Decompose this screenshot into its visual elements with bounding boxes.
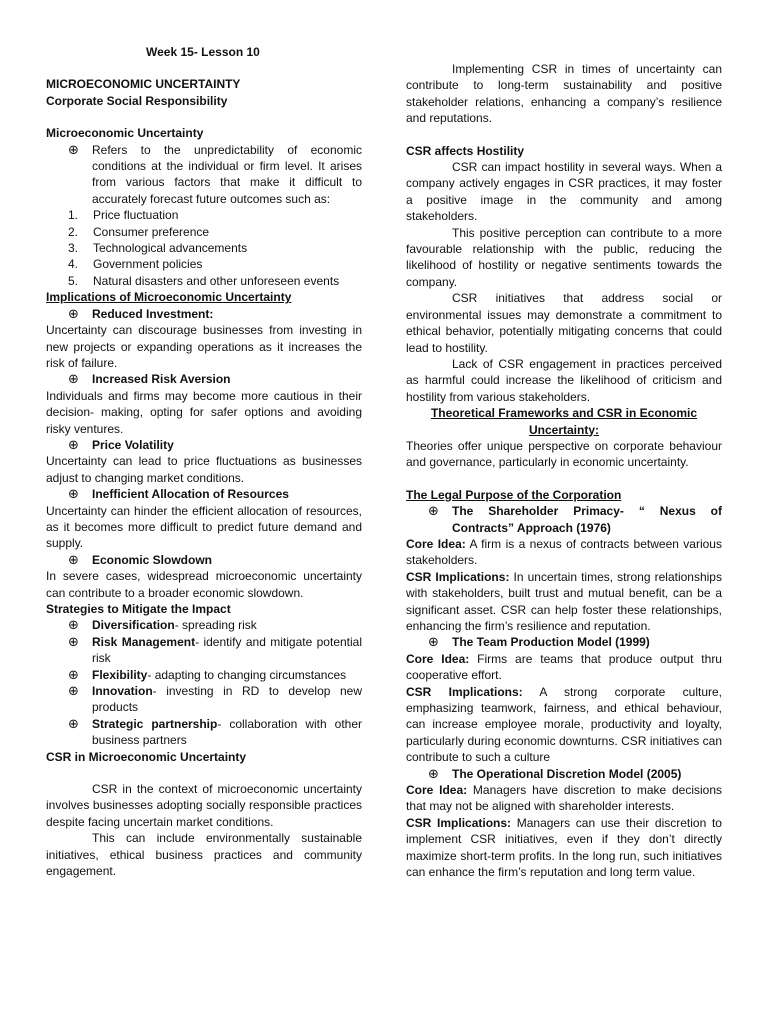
- bullet-heading: [406, 766, 722, 782]
- circled-plus-icon: ⊕: [428, 765, 439, 781]
- circled-plus-icon: ⊕: [68, 305, 79, 321]
- strategy-name: Diversification: [92, 618, 175, 633]
- paragraph: Individuals and firms may become more cautious in their decision- making, opting for safer options and avoiding risky ventures.: [46, 388, 362, 436]
- section-heading-hostility: CSR affects Hostility: [406, 143, 525, 158]
- paragraph: [406, 684, 722, 766]
- list-number: 4.: [68, 257, 79, 272]
- label: Core Idea:: [406, 651, 470, 666]
- list-text: Technological advancements: [93, 241, 248, 256]
- strategy-name: Strategic partnership: [92, 716, 218, 731]
- text: Firms are teams that produce output thru cooperative effort.: [406, 651, 722, 683]
- bullet-heading: [46, 306, 362, 322]
- text: A strong corporate culture, emphasizing teamwork, fairness, and ethical behaviour, can increase employee morale, productivity and loyalty, particularly during economic downturns. CSR initiatives can contribute to such a culture: [406, 684, 722, 765]
- bullet-heading-text: Increased Risk Aversion: [92, 372, 231, 387]
- paragraph: This can include environmentally sustainable initiatives, ethical business practices and community engagement.: [46, 831, 362, 879]
- paragraph: [406, 651, 722, 684]
- circled-plus-icon: ⊕: [68, 551, 79, 567]
- list-number: 1.: [68, 208, 79, 223]
- micro-definition: Refers to the unpredictability of economic conditions at the individual or firm level. It arises from various factors that make it difficult to accurately forecast future outcomes such as:: [92, 142, 362, 206]
- paragraph: Implementing CSR in times of uncertainty can contribute to long-term sustainability and positive stakeholder relations, enhancing a company’s resilience and reputations.: [406, 62, 722, 126]
- circled-plus-icon: ⊕: [68, 633, 79, 649]
- model-title: The Team Production Model (1999): [452, 635, 650, 650]
- list-text: Price fluctuation: [93, 208, 179, 223]
- label: CSR Implications:: [406, 815, 512, 830]
- section-heading-csr: CSR in Microeconomic Uncertainty: [46, 749, 247, 764]
- strategy-desc: - adapting to changing circumstances: [147, 667, 347, 682]
- circled-plus-icon: ⊕: [68, 617, 79, 633]
- paragraph: CSR can impact hostility in several ways. When a company actively engages in CSR practices, it may foster a positive image in the community and among stakeholders.: [406, 160, 722, 224]
- bullet-heading-text: Reduced Investment:: [92, 306, 214, 321]
- text: In uncertain times, strong relationships with stakeholders, built trust and mutual benefit, can be a significant asset. CSR can help foster these relationships, enhancing the firm’s resilience and reputation.: [406, 569, 722, 633]
- model-title: The Operational Discretion Model (2005): [452, 766, 682, 781]
- strategy-name: Flexibility: [92, 667, 148, 682]
- paragraph: [406, 815, 722, 881]
- bullet-heading: [46, 552, 362, 568]
- bullet-heading: [406, 503, 722, 536]
- bullet-item: [46, 142, 362, 208]
- list-number: 5.: [68, 273, 79, 288]
- bullet-heading: [46, 371, 362, 387]
- section-heading-legal: The Legal Purpose of the Corporation: [406, 487, 622, 502]
- paragraph: Uncertainty can discourage businesses from investing in new projects or expanding operations as it increases the risk of failure.: [46, 323, 362, 370]
- bullet-heading: [46, 486, 362, 502]
- strategy-desc: - collaboration with other business partners: [92, 716, 362, 748]
- strategy-desc: - identify and mitigate potential risk: [92, 634, 363, 666]
- paragraph: Lack of CSR engagement in practices perceived as harmful could increase the likelihood of criticism and hostility from various stakeholders.: [406, 356, 722, 404]
- list-item: [46, 224, 362, 240]
- circled-plus-icon: ⊕: [68, 436, 79, 452]
- bullet-heading-text: Inefficient Allocation of Resources: [92, 487, 289, 502]
- doc-title: MICROECONOMIC UNCERTAINTY: [46, 77, 241, 92]
- bullet-item: [46, 617, 362, 633]
- text: A firm is a nexus of contracts between various stakeholders.: [406, 536, 722, 568]
- label: Core Idea:: [406, 783, 468, 798]
- paragraph: This positive perception can contribute to a more favourable relationship with the public, reducing the likelihood of hostility or negative sentiments towards the company.: [406, 225, 722, 289]
- list-text: Natural disasters and other unforeseen events: [93, 273, 340, 288]
- model-title: The Shareholder Primacy- “ Nexus of Contracts” Approach (1976): [452, 504, 722, 535]
- circled-plus-icon: ⊕: [428, 503, 439, 519]
- circled-plus-icon: ⊕: [68, 683, 79, 699]
- text: Managers have discretion to make decisions that may not be aligned with shareholder interests.: [406, 783, 722, 814]
- bullet-heading: [46, 437, 362, 453]
- paragraph: Uncertainty can hinder the efficient allocation of resources, as it becomes more difficult to predict future demand and supply.: [46, 503, 362, 551]
- lesson-heading: Week 15- Lesson 10: [146, 45, 260, 59]
- strategy-desc: - investing in RD to develop new products: [92, 684, 362, 715]
- list-number: 2.: [68, 224, 79, 239]
- paragraph: [406, 536, 722, 569]
- label: Core Idea:: [406, 536, 466, 551]
- paragraph: [406, 782, 722, 815]
- list-item: [46, 273, 362, 289]
- circled-plus-icon: ⊕: [68, 141, 79, 157]
- section-heading-strategies: Strategies to Mitigate the Impact: [46, 602, 231, 616]
- list-number: 3.: [68, 241, 79, 256]
- strategy-name: Innovation: [92, 684, 153, 699]
- bullet-item: [46, 667, 362, 683]
- label: CSR Implications:: [406, 684, 523, 699]
- paragraph: Theories offer unique perspective on corporate behaviour and governance, particularly in economic uncertainty.: [406, 438, 722, 470]
- bullet-heading-text: Price Volatility: [92, 437, 174, 452]
- bullet-item: [46, 716, 362, 749]
- paragraph: [406, 569, 722, 635]
- paragraph: Uncertainty can lead to price fluctuations as businesses adjust to changing market conditions.: [46, 454, 362, 485]
- section-heading-micro: Microeconomic Uncertainty: [46, 126, 204, 141]
- section-heading-implications: Implications of Microeconomic Uncertainty: [46, 290, 292, 305]
- paragraph: In severe cases, widespread microeconomic uncertainty can contribute to a broader economic slowdown.: [46, 569, 362, 600]
- circled-plus-icon: ⊕: [68, 666, 79, 682]
- strategy-name: Risk Management: [92, 634, 196, 649]
- doc-subtitle: Corporate Social Responsibility: [46, 93, 228, 108]
- right-column: [406, 61, 722, 881]
- section-heading-theory: Theoretical Frameworks and CSR in Economic Uncertainty:: [430, 406, 698, 437]
- list-text: Government policies: [93, 257, 203, 272]
- text: Managers can use their discretion to implement CSR initiatives, even if they don’t directly maximize short-term profits. In the long run, such initiatives can enhance the firm’s reputation and long term value.: [406, 815, 722, 880]
- list-item: [46, 207, 362, 223]
- list-item: [46, 256, 362, 272]
- circled-plus-icon: ⊕: [68, 371, 79, 387]
- list-item: [46, 240, 362, 256]
- bullet-item: [46, 683, 362, 716]
- bullet-item: [46, 634, 362, 667]
- paragraph: CSR initiatives that address social or environmental issues may demonstrate a commitment to ethical behavior, potentially mitigating concerns that could lead to hostility.: [406, 291, 722, 355]
- strategy-desc: - spreading risk: [174, 618, 257, 633]
- circled-plus-icon: ⊕: [68, 486, 79, 502]
- circled-plus-icon: ⊕: [428, 634, 439, 650]
- paragraph: CSR in the context of microeconomic uncertainty involves businesses adopting socially responsible practices despite facing uncertain market conditions.: [46, 782, 362, 829]
- bullet-heading: [406, 634, 722, 650]
- list-text: Consumer preference: [93, 224, 210, 239]
- bullet-heading-text: Economic Slowdown: [92, 552, 213, 567]
- label: CSR Implications:: [406, 569, 510, 584]
- circled-plus-icon: ⊕: [68, 715, 79, 731]
- left-column: [46, 44, 362, 880]
